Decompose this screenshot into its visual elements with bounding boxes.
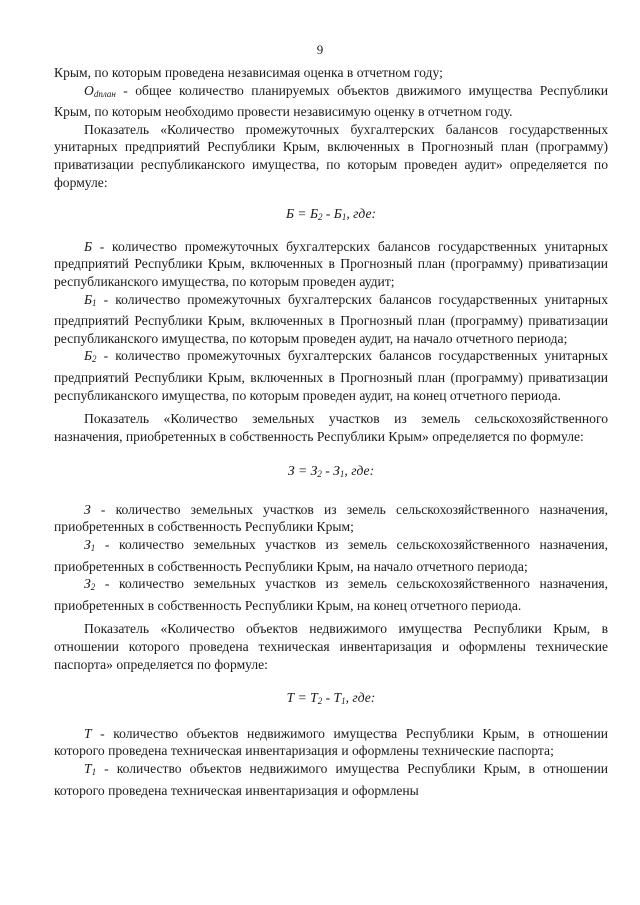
page-content [54,64,608,799]
definition-oplan [54,82,608,121]
paragraph-land-intro: Показатель «Количество земельных участков из земель сельскохозяйственного назначения, приобретенных в собственность Республики Крым» определяется по формуле: [54,411,608,444]
symbol-z2-subscript: 2 [90,582,96,593]
paragraph-continuation: Крым, по которым проведена независимая оценка в отчетном году; [54,65,443,80]
symbol-z: З [84,501,91,517]
symbol-z2: З [84,576,91,592]
definition-t1 [54,760,608,799]
definition-b2-text: - количество промежуточных бухгалтерских балансов государственных унитарных предприятий Республики Крым, включенных в Прогнозный план (программу) приватизации республиканского имущества, по которым проведен аудит, на конец отчетного периода. [54,348,608,403]
symbol-z1: З [84,537,91,553]
formula-z: $З = З_2 - З_1$, где: [287,463,375,480]
definition-z-text: - количество земельных участков из земель сельскохозяйственного назначения, приобретенных в собственность Республики Крым; [54,501,608,535]
formula-b: $Б = Б_2 - Б_1$, где: [285,206,377,223]
definition-z2-text: - количество земельных участков из земель сельскохозяйственного назначения, приобретенных в собственность Республики Крым, на конец отчетного периода. [54,576,608,613]
symbol-t: Т [84,725,92,741]
definition-oplan-text: - общее количество планируемых объектов движимого имущества Республики Крым, по которым необходимо провести независимую оценку в отчетном году. [54,82,609,120]
formula-t: $Т = Т_2 - Т_1$, где: [286,690,376,707]
definition-t1-text: - количество объектов недвижимого имущества Республики Крым, в отношении которого проведена техническая инвентаризация и оформлены [54,761,608,798]
definition-t-text: - количество объектов недвижимого имущества Республики Крым, в отношении которого проведена техническая инвентаризация и оформлены технические паспорта; [54,725,608,759]
definition-b [54,238,608,291]
definition-b1-text: - количество промежуточных бухгалтерских балансов государственных унитарных предприятий Республики Крым, включенных в Прогнозный план (программу) приватизации республиканского имущества, по которым проведен аудит, на начало отчетного периода; [54,291,608,346]
symbol-b1: Б [84,291,93,307]
definition-z1-text: - количество земельных участков из земель сельскохозяйственного назначения, приобретенных в собственность Республики Крым, на начало отчетного периода; [54,537,608,574]
symbol-b2: Б [84,348,93,364]
definition-z [54,501,608,536]
symbol-o-subscript: dплан [93,88,116,99]
symbol-b: Б [84,238,93,254]
definition-b2 [54,347,608,404]
paragraph-tech-intro: Показатель «Количество объектов недвижимого имущества Республики Крым, в отношении которого проведена техническая инвентаризация и оформлены технические паспорта» определяется по формуле: [54,621,608,672]
definition-z2 [54,575,608,614]
paragraph-audit-intro: Показатель «Количество промежуточных бухгалтерских балансов государственных унитарных предприятий Республики Крым, включенных в Прогнозный план (программу) приватизации республиканского имущества, по которым проведен аудит» определяется по формуле: [54,121,608,190]
symbol-t1-subscript: 1 [91,767,97,777]
definition-b-text: - количество промежуточных бухгалтерских балансов государственных унитарных предприятий Республики Крым, включенных в Прогнозный план (программу) приватизации республиканского имущества, по которым проведен аудит; [54,238,608,289]
symbol-z1-subscript: 1 [90,543,96,554]
definition-z1 [54,536,608,575]
symbol-b2-subscript: 2 [92,354,97,365]
symbol-t1: Т [84,761,92,776]
definition-t [54,725,608,760]
symbol-o: О [84,82,94,98]
page-number: 9 [316,42,324,57]
symbol-b1-subscript: 1 [92,297,97,308]
definition-b1 [54,291,608,348]
